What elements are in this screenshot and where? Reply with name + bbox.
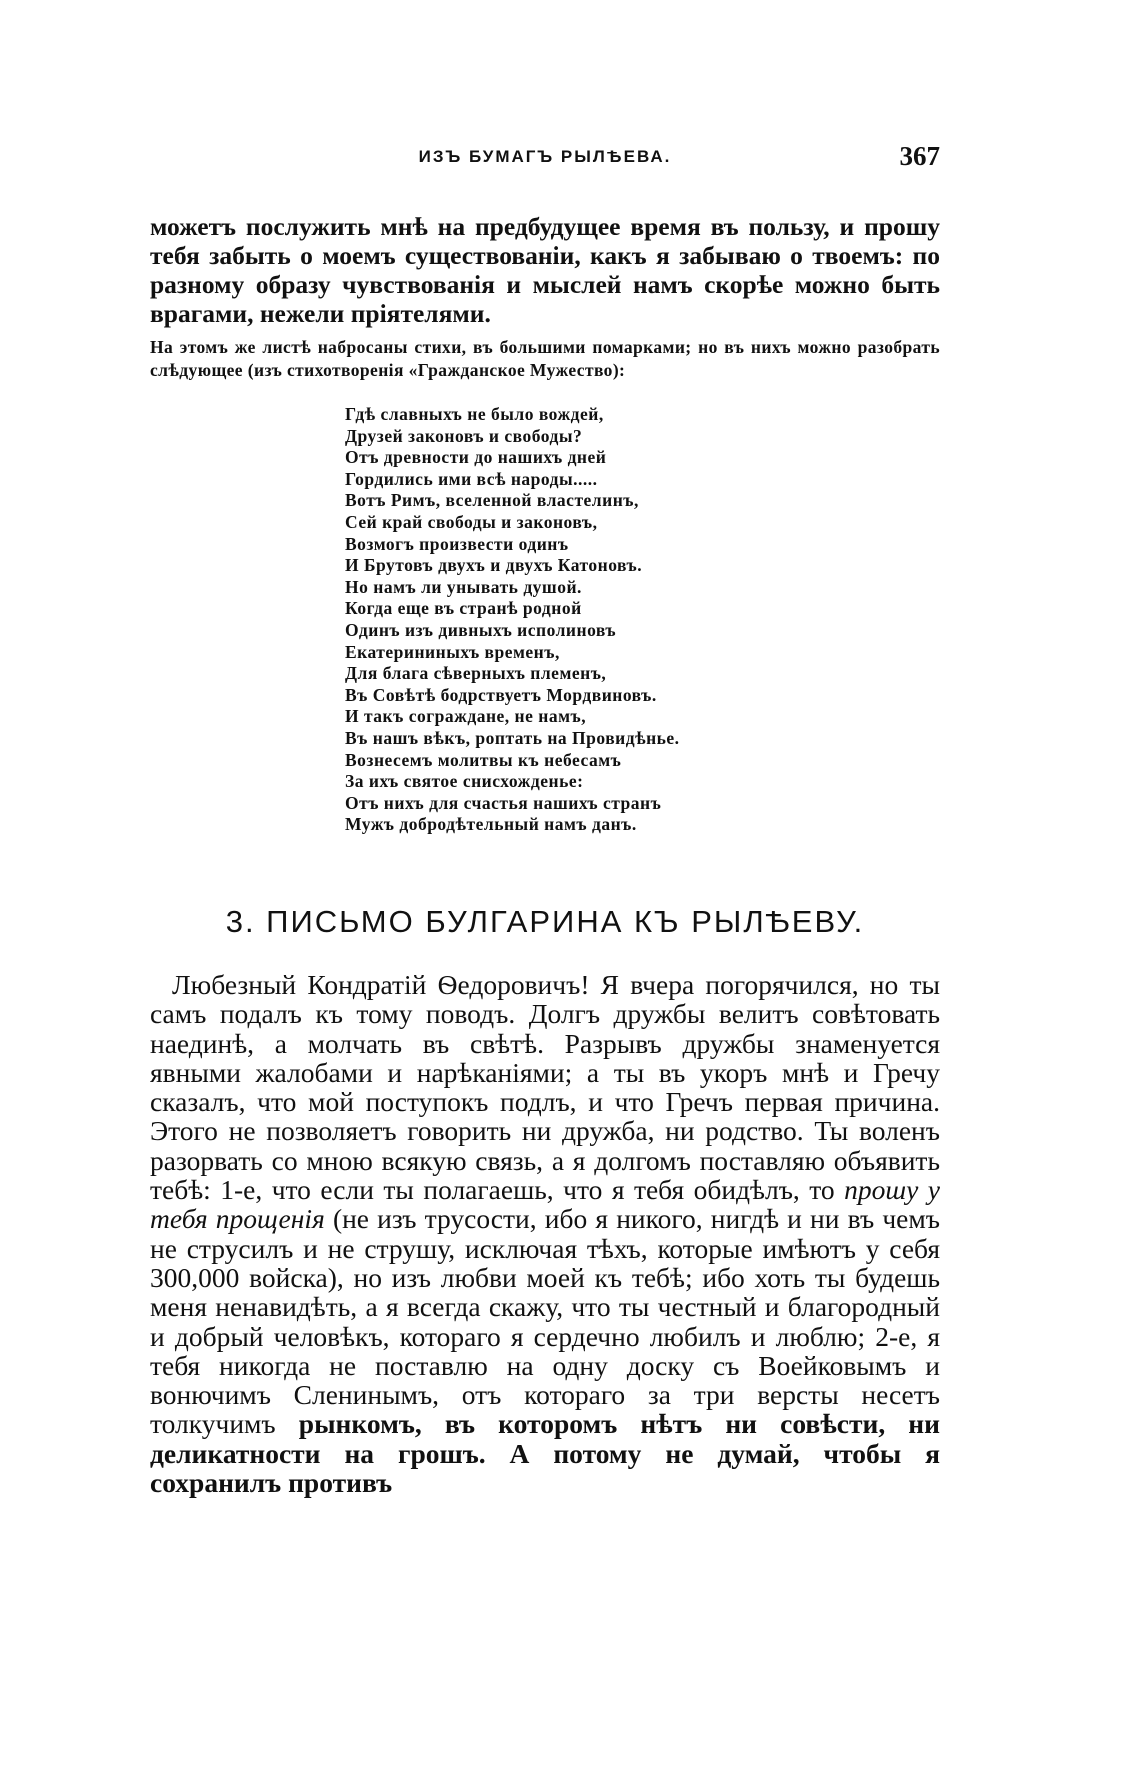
poem-line: Когда еще въ странѣ родной xyxy=(345,598,582,619)
running-title: ИЗЪ БУМАГЪ РЫЛѢЕВА. xyxy=(418,147,672,166)
poem-line: Отъ нихъ для счастья нашихъ странъ xyxy=(345,792,662,813)
editor-note: На этомъ же листѣ набросаны стихи, въ большими помарками; но въ нихъ можно разобрать слѣдующее (изъ стихотворенія «Гражданское Мужество): xyxy=(150,337,940,380)
poem-line: Мужъ добродѣтельный намъ данъ. xyxy=(345,814,637,835)
letter-bold-ending: рынкомъ, въ которомъ нѣтъ ни совѣсти, ни деликатности на грошъ. А потому не думай, чтобы я сохранилъ противъ xyxy=(150,1408,940,1499)
poem-line: Гдѣ славныхъ не было вождей, xyxy=(345,404,604,424)
poem-line: Вознесемъ молитвы къ небесамъ xyxy=(345,749,622,770)
poem-line: Сей край свободы и законовъ, xyxy=(345,511,598,532)
section-heading: 3. ПИСЬМО БУЛГАРИНА КЪ РЫЛѢЕВУ. xyxy=(225,904,865,939)
poem-line: Отъ древности до нашихъ дней xyxy=(345,447,607,468)
poem-line: Возмогъ произвести одинъ xyxy=(345,533,569,554)
poem-line: И Брутовъ двухъ и двухъ Катоновъ. xyxy=(345,555,643,576)
letter-text: Любезный Кондратій Ѳедоровичъ! Я вчера погорячился, но ты самъ подалъ къ тому поводъ. Долгъ дружбы велитъ совѣтовать наединѣ, а молчать въ свѣтѣ. Разрывъ дружбы знаменуется явными жалобами и нарѣканіями; а ты въ укоръ мнѣ и Гречу сказалъ, что мой поступокъ подлъ, и что Гречъ первая причина. Этого не позволяетъ говорить ни дружба, ни родство. Ты воленъ разорвать со мною всякую связь, а я долгомъ поставляю объявить тебѣ: 1-е, что если ты полагаешь, что я тебя обидѣлъ, то xyxy=(150,969,940,1206)
poem-line: Гордились ими всѣ народы..... xyxy=(345,468,598,489)
poem-line: Но намъ ли унывать душой. xyxy=(345,576,582,597)
running-head xyxy=(150,141,940,177)
page-number: 367 xyxy=(899,141,940,171)
letter-italic-phrase: прошу у тебя прощенія xyxy=(150,1174,941,1235)
poem-line: За ихъ святое снисхожденье: xyxy=(345,771,584,792)
poem-line: Екатерининыхъ временъ, xyxy=(345,641,560,662)
poem-line: Вотъ Римъ, вселенной властелинъ, xyxy=(345,490,639,511)
letter-body xyxy=(150,970,940,1497)
poem-line: Въ Совѣтѣ бодрствуетъ Мордвиновъ. xyxy=(345,684,657,705)
poem xyxy=(345,404,865,836)
poem-line: Одинъ изъ дивныхъ исполиновъ xyxy=(345,619,617,640)
poem-line: И такъ сограждане, не намъ, xyxy=(345,706,587,727)
poem-line: Въ нашъ вѣкъ, роптать на Провидѣнье. xyxy=(345,727,680,748)
poem-line: Для блага сѣверныхъ племенъ, xyxy=(345,663,607,684)
continued-paragraph: можетъ послужить мнѣ на предбудущее время въ пользу, и прошу тебя забыть о моемъ существованіи, какъ я забываю о твоемъ: по разному образу чувствованія и мыслей намъ скорѣе можно быть врагами, нежели пріятелями. xyxy=(150,212,940,328)
poem-line: Друзей законовъ и свободы? xyxy=(345,425,583,446)
letter-text: (не изъ трусости, ибо я никого, нигдѣ и ни въ чемъ не струсилъ и не струшу, исключая тѣхъ, которые имѣютъ у себя 300,000 войска), но изъ любви моей къ тебѣ; ибо хоть ты будешь меня ненавидѣть, а я всегда скажу, что ты честный и благородный и добрый человѣкъ, котораго я сердечно любилъ и люблю; 2-е, я тебя никогда не поставлю на одну доску съ Воейковымъ и вонючимъ Сленинымъ, отъ котораго за три версты несетъ толкучимъ xyxy=(150,1203,940,1440)
